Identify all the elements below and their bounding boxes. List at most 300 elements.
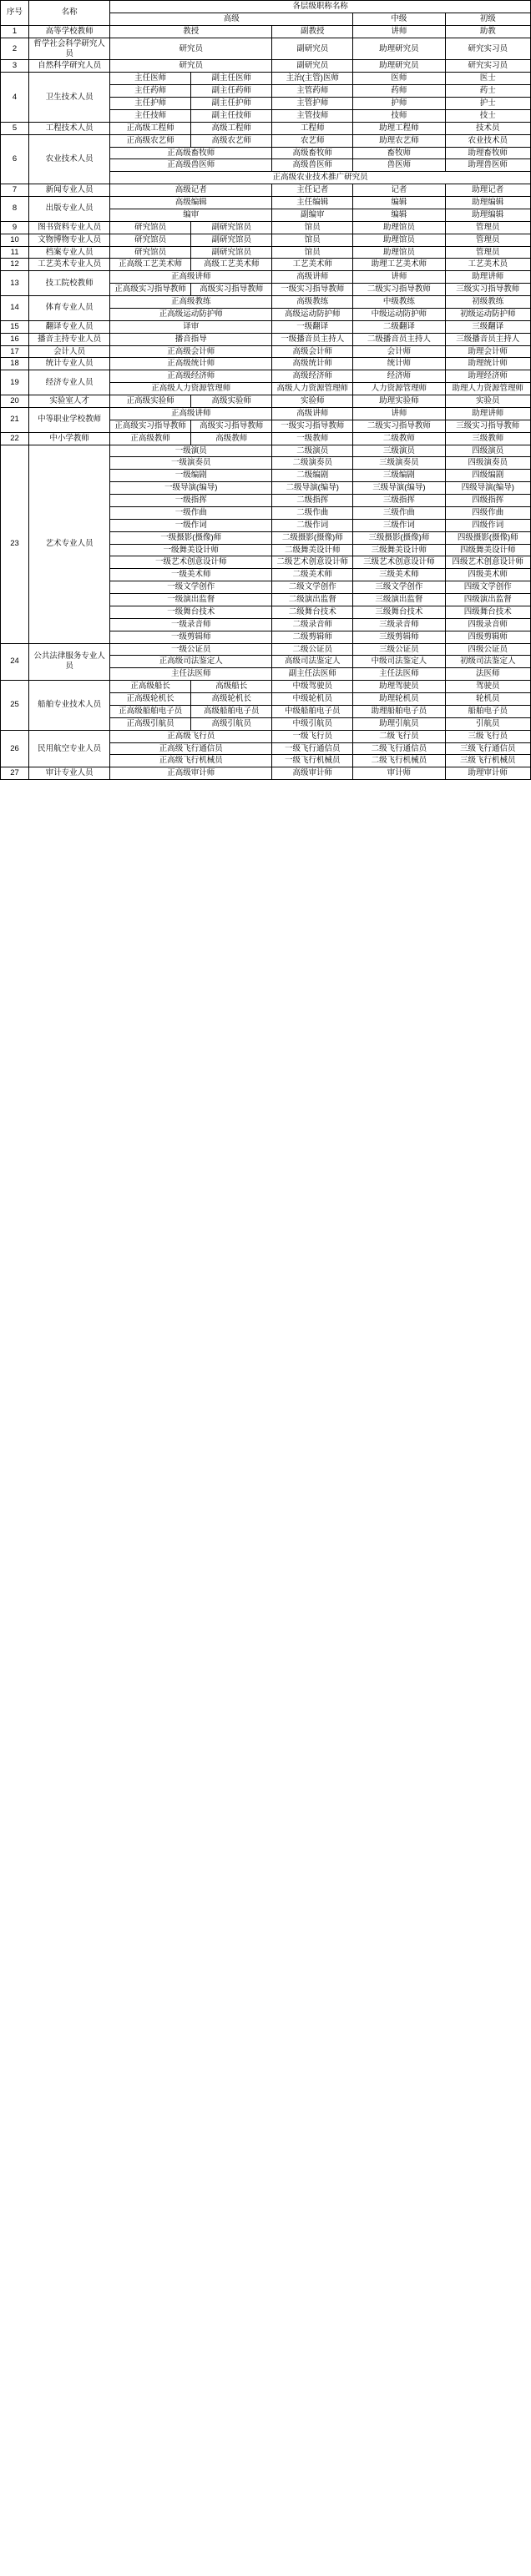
row-seq: 8 [1,197,29,222]
title-cell: 二级公证员 [272,643,353,656]
title-cell: 二级文学创作 [272,581,353,594]
title-cell: 副主任法医师 [272,668,353,681]
header-name: 名称 [29,1,110,26]
row-seq: 2 [1,38,29,60]
header-middle: 中级 [353,13,445,25]
title-cell: 主任医师 [110,73,191,85]
title-cell: 正高级飞行员 [110,730,272,742]
title-cell: 技士 [445,109,530,122]
title-cell: 助理研究员 [353,38,445,60]
row-category: 哲学社会科学研究人员 [29,38,110,60]
title-cell: 正高级实习指导教师 [110,284,191,296]
row-category: 工程技术人员 [29,122,110,134]
title-cell: 四级文学创作 [445,581,530,594]
row-seq: 6 [1,134,29,184]
title-cell: 助理编辑 [445,197,530,209]
title-cell: 一级飞行通信员 [272,742,353,755]
row-category: 卫生技术人员 [29,73,110,123]
row-category: 艺术专业人员 [29,445,110,643]
row-seq: 12 [1,259,29,271]
title-cell: 四级导演(编导) [445,482,530,495]
row-category: 中小学教师 [29,432,110,445]
title-cell: 初级运动防护师 [445,308,530,320]
title-cell: 助理馆员 [353,221,445,234]
title-cell: 高级实习指导教师 [191,284,272,296]
row-seq: 25 [1,681,29,731]
title-cell: 三级指挥 [353,495,445,507]
row-seq: 14 [1,296,29,321]
title-cell: 助理馆员 [353,234,445,246]
title-cell: 一级演奏员 [110,457,272,470]
title-cell: 正高级教师 [110,432,191,445]
title-cell: 主任药师 [110,85,191,98]
title-cell: 一级教师 [272,432,353,445]
title-cell: 四级舞台技术 [445,606,530,618]
title-cell: 高级实习指导教师 [191,420,272,432]
title-cell: 三级教师 [445,432,530,445]
title-cell: 护士 [445,98,530,110]
row-category: 实验室人才 [29,395,110,408]
title-cell: 编审 [110,209,272,221]
row-seq: 1 [1,25,29,38]
title-cell: 三级文学创作 [353,581,445,594]
title-cell: 一级公证员 [110,643,272,656]
title-cell: 正高级审计师 [110,767,272,780]
table-row [1,643,531,656]
title-cell: 正高级人力资源管理师 [110,383,272,395]
table-row [1,271,531,284]
row-seq: 19 [1,370,29,395]
title-cell: 高级工艺美术师 [191,259,272,271]
title-cell: 三级摄影(摄像)师 [353,531,445,544]
title-cell: 兽医师 [353,159,445,172]
title-cell: 主任记者 [272,184,353,197]
title-cell: 助理船舶电子员 [353,705,445,717]
title-cell: 二级录音师 [272,618,353,631]
row-category: 技工院校教师 [29,271,110,296]
title-cell: 高级审计师 [272,767,353,780]
title-cell: 译审 [110,320,272,333]
table-row [1,134,531,147]
title-cell: 高级编辑 [110,197,272,209]
row-category: 翻译专业人员 [29,320,110,333]
row-seq: 9 [1,221,29,234]
title-cell: 法医师 [445,668,530,681]
title-cell: 一级录音师 [110,618,272,631]
title-cell: 药士 [445,85,530,98]
title-cell: 三级剪辑师 [353,631,445,643]
title-cell: 副主任药师 [191,85,272,98]
table-row [1,730,531,742]
row-seq: 10 [1,234,29,246]
table-row [1,73,531,85]
title-cell: 实验师 [272,395,353,408]
title-cell: 一级作词 [110,519,272,531]
title-cell: 馆员 [272,221,353,234]
title-cell: 馆员 [272,246,353,259]
row-seq: 23 [1,445,29,643]
row-category: 审计专业人员 [29,767,110,780]
title-cell: 一级文学创作 [110,581,272,594]
title-cell: 工程师 [272,122,353,134]
title-cell: 副主任医师 [191,73,272,85]
title-cell: 高级轮机长 [191,693,272,706]
title-cell: 正高级讲师 [110,407,272,420]
title-cell: 讲师 [353,25,445,38]
title-cell: 引航员 [445,717,530,730]
title-cell: 一级实习指导教师 [272,420,353,432]
title-cell: 管理员 [445,234,530,246]
title-cell: 高级教师 [191,432,272,445]
title-cell: 高级工程师 [191,122,272,134]
title-cell: 主任护师 [110,98,191,110]
title-cell: 二级导演(编导) [272,482,353,495]
title-cell: 二级飞行员 [353,730,445,742]
title-cell: 主管护师 [272,98,353,110]
title-cell: 高级讲师 [272,407,353,420]
title-cell: 三级翻译 [445,320,530,333]
title-cell: 研究实习员 [445,60,530,73]
title-cell: 一级播音员主持人 [272,333,353,345]
title-cell: 记者 [353,184,445,197]
row-category: 经济专业人员 [29,370,110,395]
row-category: 民用航空专业人员 [29,730,110,767]
title-cell: 初级教练 [445,296,530,309]
title-cell: 研究馆员 [110,221,191,234]
title-cell: 正高级实验师 [110,395,191,408]
title-cell: 教授 [110,25,272,38]
title-cell: 正高级实习指导教师 [110,420,191,432]
title-cell: 正高级运动防护师 [110,308,272,320]
row-category: 文物博物专业人员 [29,234,110,246]
row-seq: 17 [1,345,29,358]
table-row [1,296,531,309]
table-row [1,184,531,197]
title-cell: 医士 [445,73,530,85]
title-cell: 二级舞台技术 [272,606,353,618]
title-cell: 高级引航员 [191,717,272,730]
title-cell: 二级飞行机械员 [353,755,445,767]
title-cell: 编辑 [353,209,445,221]
title-cell: 正高级统计师 [110,358,272,370]
title-cell: 二级演出监督 [272,594,353,606]
title-cell: 二级编剧 [272,470,353,482]
table-row [1,122,531,134]
title-cell: 编辑 [353,197,445,209]
title-cell: 技术员 [445,122,530,134]
title-cell: 二级实习指导教师 [353,284,445,296]
table-row [1,259,531,271]
table-row [1,767,531,780]
title-cell: 高级统计师 [272,358,353,370]
title-cell: 副研究馆员 [191,221,272,234]
title-cell: 助理畜牧师 [445,147,530,159]
title-cell: 中级船舶电子员 [272,705,353,717]
title-cell: 助理记者 [445,184,530,197]
title-cell: 一级舞台技术 [110,606,272,618]
title-cell: 研究员 [110,60,272,73]
title-cell: 中级运动防护师 [353,308,445,320]
title-cell: 高级兽医师 [272,159,353,172]
title-cell: 一级编剧 [110,470,272,482]
title-cell: 二级演奏员 [272,457,353,470]
row-category: 船舶专业技术人员 [29,681,110,731]
header-senior: 高级 [110,13,353,25]
title-cell: 研究员 [110,38,272,60]
title-cell: 一级剪辑师 [110,631,272,643]
table-row [1,38,531,60]
row-seq: 3 [1,60,29,73]
professional-title-table [0,0,531,780]
title-cell: 三级飞行机械员 [445,755,530,767]
title-cell: 二级教师 [353,432,445,445]
title-cell: 四级指挥 [445,495,530,507]
title-cell: 三级作曲 [353,506,445,519]
title-cell: 一级艺术创意设计师 [110,556,272,569]
title-cell: 畜牧师 [353,147,445,159]
title-cell: 四级演出监督 [445,594,530,606]
row-category: 图书资料专业人员 [29,221,110,234]
row-seq: 27 [1,767,29,780]
title-cell: 正高级农业技术推广研究员 [110,172,531,184]
header-junior: 初级 [445,13,530,25]
title-cell: 高级经济师 [272,370,353,383]
title-cell: 管理员 [445,221,530,234]
title-cell: 四级艺术创意设计师 [445,556,530,569]
title-cell: 医师 [353,73,445,85]
title-cell: 高级畜牧师 [272,147,353,159]
title-cell: 正高级教练 [110,296,272,309]
title-cell: 助理经济师 [445,370,530,383]
title-cell: 三级美术师 [353,569,445,581]
title-cell: 助理馆员 [353,246,445,259]
title-cell: 四级公证员 [445,643,530,656]
title-cell: 正高级船长 [110,681,191,693]
title-cell: 三级舞台技术 [353,606,445,618]
title-cell: 二级作曲 [272,506,353,519]
title-cell: 三级飞行员 [445,730,530,742]
row-category: 自然科学研究人员 [29,60,110,73]
title-cell: 四级演奏员 [445,457,530,470]
title-cell: 正高级畜牧师 [110,147,272,159]
title-cell: 护师 [353,98,445,110]
title-cell: 助理审计师 [445,767,530,780]
title-cell: 农艺师 [272,134,353,147]
title-cell: 船舶电子员 [445,705,530,717]
title-cell: 讲师 [353,407,445,420]
title-cell: 主任编辑 [272,197,353,209]
title-cell: 正高级会计师 [110,345,272,358]
table-row [1,221,531,234]
title-cell: 高级记者 [110,184,272,197]
title-cell: 副编审 [272,209,353,221]
title-cell: 三级舞美设计师 [353,544,445,556]
title-cell: 管理员 [445,246,530,259]
title-cell: 助理编辑 [445,209,530,221]
table-row [1,320,531,333]
title-cell: 一级翻译 [272,320,353,333]
row-seq: 21 [1,407,29,432]
title-cell: 助理讲师 [445,271,530,284]
title-cell: 一级摄影(摄像)师 [110,531,272,544]
title-cell: 四级作词 [445,519,530,531]
title-cell: 正高级经济师 [110,370,272,383]
row-seq: 26 [1,730,29,767]
row-category: 统计专业人员 [29,358,110,370]
title-cell: 二级摄影(摄像)师 [272,531,353,544]
table-row [1,370,531,383]
row-category: 出版专业人员 [29,197,110,222]
row-category: 中等职业学校教师 [29,407,110,432]
title-cell: 助教 [445,25,530,38]
title-cell: 高级农艺师 [191,134,272,147]
title-cell: 经济师 [353,370,445,383]
table-row [1,246,531,259]
title-cell: 副研究馆员 [191,234,272,246]
title-cell: 四级摄影(摄像)师 [445,531,530,544]
title-cell: 二级舞美设计师 [272,544,353,556]
title-cell: 一级飞行员 [272,730,353,742]
title-cell: 工艺美术师 [272,259,353,271]
row-seq: 7 [1,184,29,197]
title-cell: 高级会计师 [272,345,353,358]
title-cell: 二级剪辑师 [272,631,353,643]
title-cell: 副主任护师 [191,98,272,110]
table-row [1,197,531,209]
title-cell: 助理人力资源管理师 [445,383,530,395]
title-cell: 高级实验师 [191,395,272,408]
title-cell: 高级船长 [191,681,272,693]
title-cell: 三级演出监督 [353,594,445,606]
table-row [1,445,531,457]
table-row [1,432,531,445]
title-cell: 正高级轮机长 [110,693,191,706]
title-cell: 二级美术师 [272,569,353,581]
title-cell: 助理引航员 [353,717,445,730]
title-cell: 三级作词 [353,519,445,531]
title-cell: 主任法医师 [110,668,272,681]
row-category: 档案专业人员 [29,246,110,259]
row-category: 农业技术人员 [29,134,110,184]
title-cell: 三级演员 [353,445,445,457]
table-row [1,345,531,358]
title-cell: 副研究馆员 [191,246,272,259]
row-seq: 22 [1,432,29,445]
table-row [1,407,531,420]
title-cell: 研究实习员 [445,38,530,60]
title-cell: 播音指导 [110,333,272,345]
title-cell: 高级船舶电子员 [191,705,272,717]
title-cell: 助理轮机员 [353,693,445,706]
title-cell: 正高级飞行机械员 [110,755,272,767]
table-row [1,681,531,693]
title-cell: 三级飞行通信员 [445,742,530,755]
title-cell: 四级作曲 [445,506,530,519]
row-category: 公共法律服务专业人员 [29,643,110,681]
row-seq: 11 [1,246,29,259]
header-levels-group: 各层级职称名称 [110,1,531,13]
title-cell: 高级教练 [272,296,353,309]
title-cell: 三级公证员 [353,643,445,656]
title-cell: 一级演员 [110,445,272,457]
title-cell: 中级司法鉴定人 [353,656,445,668]
title-cell: 助理讲师 [445,407,530,420]
title-cell: 轮机员 [445,693,530,706]
title-cell: 二级作词 [272,519,353,531]
title-cell: 三级实习指导教师 [445,284,530,296]
title-cell: 中级驾驶员 [272,681,353,693]
title-cell: 正高级工程师 [110,122,191,134]
row-category: 体育专业人员 [29,296,110,321]
title-cell: 正高级讲师 [110,271,272,284]
title-cell: 二级翻译 [353,320,445,333]
title-cell: 一级美术师 [110,569,272,581]
title-cell: 一级演出监督 [110,594,272,606]
table-row [1,395,531,408]
title-cell: 主管药师 [272,85,353,98]
title-cell: 副教授 [272,25,353,38]
table-header-row-1 [1,1,531,13]
title-cell: 药师 [353,85,445,98]
title-cell: 二级播音员主持人 [353,333,445,345]
title-cell: 一级作曲 [110,506,272,519]
title-cell: 三级导演(编导) [353,482,445,495]
title-cell: 会计师 [353,345,445,358]
title-cell: 主任法医师 [353,668,445,681]
title-cell: 三级实习指导教师 [445,420,530,432]
table-row [1,234,531,246]
title-cell: 中级轮机员 [272,693,353,706]
row-seq: 20 [1,395,29,408]
title-cell: 正高级兽医师 [110,159,272,172]
title-cell: 实验员 [445,395,530,408]
title-cell: 助理实验师 [353,395,445,408]
title-cell: 统计师 [353,358,445,370]
title-cell: 工艺美术员 [445,259,530,271]
title-cell: 审计师 [353,767,445,780]
title-cell: 助理工艺美术师 [353,259,445,271]
row-category: 会计人员 [29,345,110,358]
title-cell: 驾驶员 [445,681,530,693]
title-cell: 助理统计师 [445,358,530,370]
title-cell: 助理兽医师 [445,159,530,172]
title-cell: 高级人力资源管理师 [272,383,353,395]
title-cell: 副主任技师 [191,109,272,122]
title-cell: 正高级司法鉴定人 [110,656,272,668]
title-cell: 二级指挥 [272,495,353,507]
row-category: 播音主持专业人员 [29,333,110,345]
title-cell: 正高级工艺美术师 [110,259,191,271]
title-cell: 一级舞美设计师 [110,544,272,556]
row-category: 新闻专业人员 [29,184,110,197]
title-cell: 高级讲师 [272,271,353,284]
title-cell: 二级演员 [272,445,353,457]
title-cell: 四级录音师 [445,618,530,631]
row-category: 工艺美术专业人员 [29,259,110,271]
title-cell: 助理农艺师 [353,134,445,147]
title-cell: 副研究员 [272,60,353,73]
title-cell: 高级司法鉴定人 [272,656,353,668]
title-cell: 正高级农艺师 [110,134,191,147]
row-category: 高等学校教师 [29,25,110,38]
title-cell: 正高级引航员 [110,717,191,730]
table-row [1,333,531,345]
title-cell: 四级舞美设计师 [445,544,530,556]
title-cell: 一级指挥 [110,495,272,507]
title-cell: 副研究员 [272,38,353,60]
title-cell: 三级演奏员 [353,457,445,470]
title-cell: 主治(主管)医师 [272,73,353,85]
